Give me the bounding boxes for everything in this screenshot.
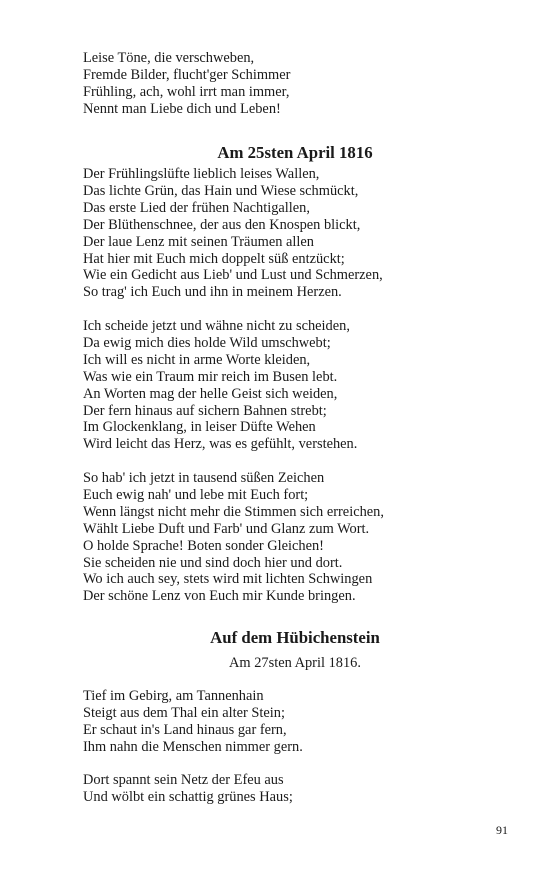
verse-line: Hat hier mit Euch mich doppelt süß entzückt; <box>83 250 345 267</box>
verse-line: Das lichte Grün, das Hain und Wiese schmückt, <box>83 182 359 199</box>
verse-line: Der Frühlingslüfte lieblich leises Wallen, <box>83 166 320 182</box>
poem-subtitle: Am 27sten April 1816. <box>229 655 361 671</box>
verse-line: So hab' ich jetzt in tausend süßen Zeichen <box>83 470 325 486</box>
verse-line: Der laue Lenz mit seinen Träumen allen <box>83 233 314 250</box>
verse-line: Wie ein Gedicht aus Lieb' und Lust und Schmerzen, <box>83 267 383 284</box>
page-number: 91 <box>496 823 508 837</box>
verse-line: Ihm nahn die Menschen nimmer gern. <box>83 738 303 755</box>
poem2-stanza-1 <box>83 688 523 756</box>
verse-line: Ich scheide jetzt und wähne nicht zu scheiden, <box>83 318 350 334</box>
verse-line: Der Blüthenschnee, der aus den Knospen blickt, <box>83 216 361 233</box>
verse-line: Wo ich auch sey, stets wird mit lichten Schwingen <box>83 571 373 588</box>
verse-line: Der fern hinaus auf sichern Bahnen strebt; <box>83 402 327 419</box>
poem-title: Auf dem Hübichenstein <box>210 628 380 647</box>
verse-line: Was wie ein Traum mir reich im Busen lebt. <box>83 368 338 385</box>
verse-line: Da ewig mich dies holde Wild umschwebt; <box>83 334 331 351</box>
verse-line: Nennt man Liebe dich und Leben! <box>83 100 281 117</box>
verse-line: Wählt Liebe Duft und Farb' und Glanz zum Wort. <box>83 520 370 537</box>
verse-line: Euch ewig nah' und lebe mit Euch fort; <box>83 486 309 503</box>
verse-line: Ich will es nicht in arme Worte kleiden, <box>83 351 311 368</box>
verse-line: Steigt aus dem Thal ein alter Stein; <box>83 704 285 721</box>
verse-line: O holde Sprache! Boten sonder Gleichen! <box>83 537 324 554</box>
stanza-top <box>83 50 523 118</box>
poem2-stanza-2 <box>83 772 523 806</box>
verse-line: Wird leicht das Herz, was es gefühlt, verstehen. <box>83 436 358 453</box>
verse-line: Wenn längst nicht mehr die Stimmen sich erreichen, <box>83 503 384 520</box>
poem-title: Am 25sten April 1816 <box>217 143 373 162</box>
verse-line: An Worten mag der helle Geist sich weiden, <box>83 385 338 402</box>
verse-line: Das erste Lied der frühen Nachtigallen, <box>83 199 310 216</box>
verse-line: Er schaut in's Land hinaus gar fern, <box>83 721 287 738</box>
verse-line: Fremde Bilder, flucht'ger Schimmer <box>83 66 291 83</box>
verse-line: Im Glockenklang, in leiser Düfte Wehen <box>83 419 316 436</box>
verse-line: Leise Töne, die verschweben, <box>83 50 255 66</box>
poem1-stanza-2 <box>83 318 523 453</box>
poem1-stanza-1 <box>83 166 523 301</box>
verse-line: So trag' ich Euch und ihn in meinem Herzen. <box>83 284 342 301</box>
poem1-stanza-3 <box>83 470 523 605</box>
verse-line: Frühling, ach, wohl irrt man immer, <box>83 83 290 100</box>
verse-line: Dort spannt sein Netz der Efeu aus <box>83 772 284 788</box>
verse-line: Sie scheiden nie und sind doch hier und dort. <box>83 554 343 571</box>
verse-line: Der schöne Lenz von Euch mir Kunde bringen. <box>83 588 356 605</box>
verse-line: Und wölbt ein schattig grünes Haus; <box>83 788 293 805</box>
verse-line: Tief im Gebirg, am Tannenhain <box>83 688 264 704</box>
